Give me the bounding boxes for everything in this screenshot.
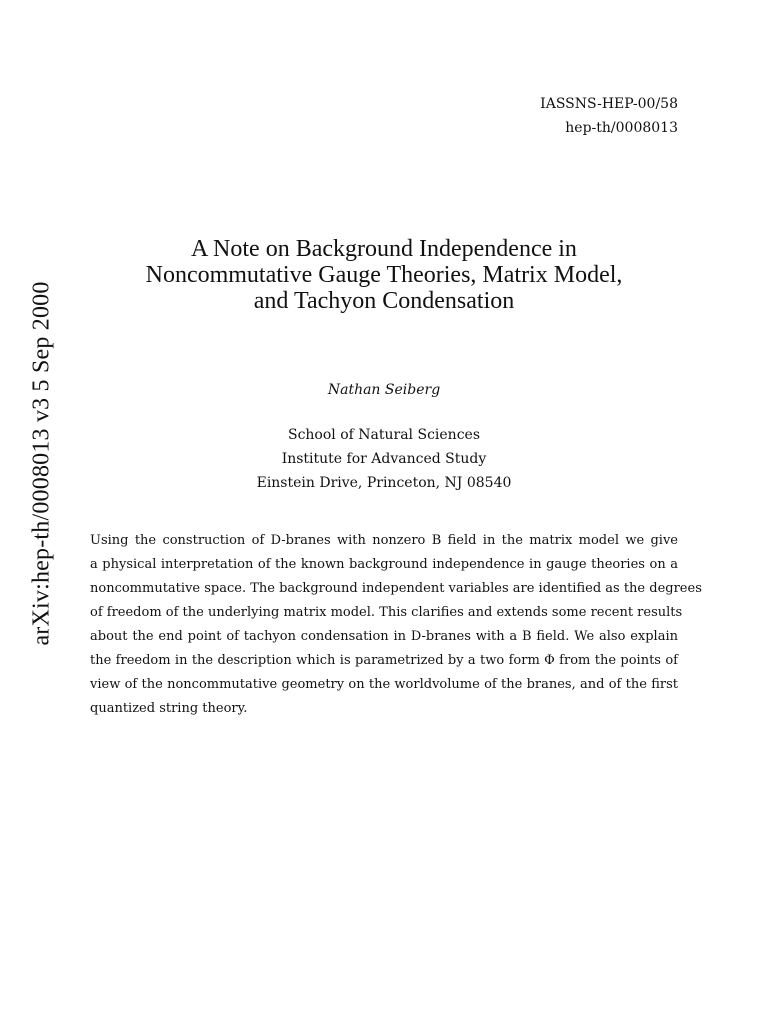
author-name: Nathan Seiberg <box>327 382 441 398</box>
report-number: IASSNS-HEP-00/58 <box>540 96 678 112</box>
title-line: and Tachyon Condensation <box>253 288 515 314</box>
abstract-line: noncommutative space. The background independent variables are identified as the degrees <box>90 581 702 596</box>
arxiv-stamp-text: arXiv:hep-th/0008013 v3 5 Sep 2000 <box>28 280 55 646</box>
abstract-line: the freedom in the description which is parametrized by a two form Φ from the points of <box>90 653 678 668</box>
abstract-line: view of the noncommutative geometry on the worldvolume of the branes, and of the first <box>90 677 678 692</box>
abstract-line: about the end point of tachyon condensation in D-branes with a B field. We also explain <box>90 629 678 644</box>
paper-title <box>90 236 678 314</box>
abstract-line: quantized string theory. <box>90 701 248 716</box>
report-identifiers <box>540 92 678 140</box>
affiliation-line: School of Natural Sciences <box>287 427 481 443</box>
abstract-line: a physical interpretation of the known background independence in gauge theories on a <box>90 557 678 572</box>
arxiv-number: hep-th/0008013 <box>565 120 678 136</box>
title-line: A Note on Background Independence in <box>191 236 577 262</box>
affiliation-line: Institute for Advanced Study <box>281 451 487 467</box>
title-line: Noncommutative Gauge Theories, Matrix Model, <box>145 262 623 288</box>
abstract <box>90 529 702 721</box>
affiliation-line: Einstein Drive, Princeton, NJ 08540 <box>256 475 512 491</box>
abstract-line: Using the construction of D-branes with nonzero B field in the matrix model we give <box>90 533 678 548</box>
abstract-line: of freedom of the underlying matrix model. This clarifies and extends some recent results <box>90 605 683 620</box>
arxiv-side-stamp <box>22 268 62 658</box>
author-affiliation <box>90 423 678 495</box>
